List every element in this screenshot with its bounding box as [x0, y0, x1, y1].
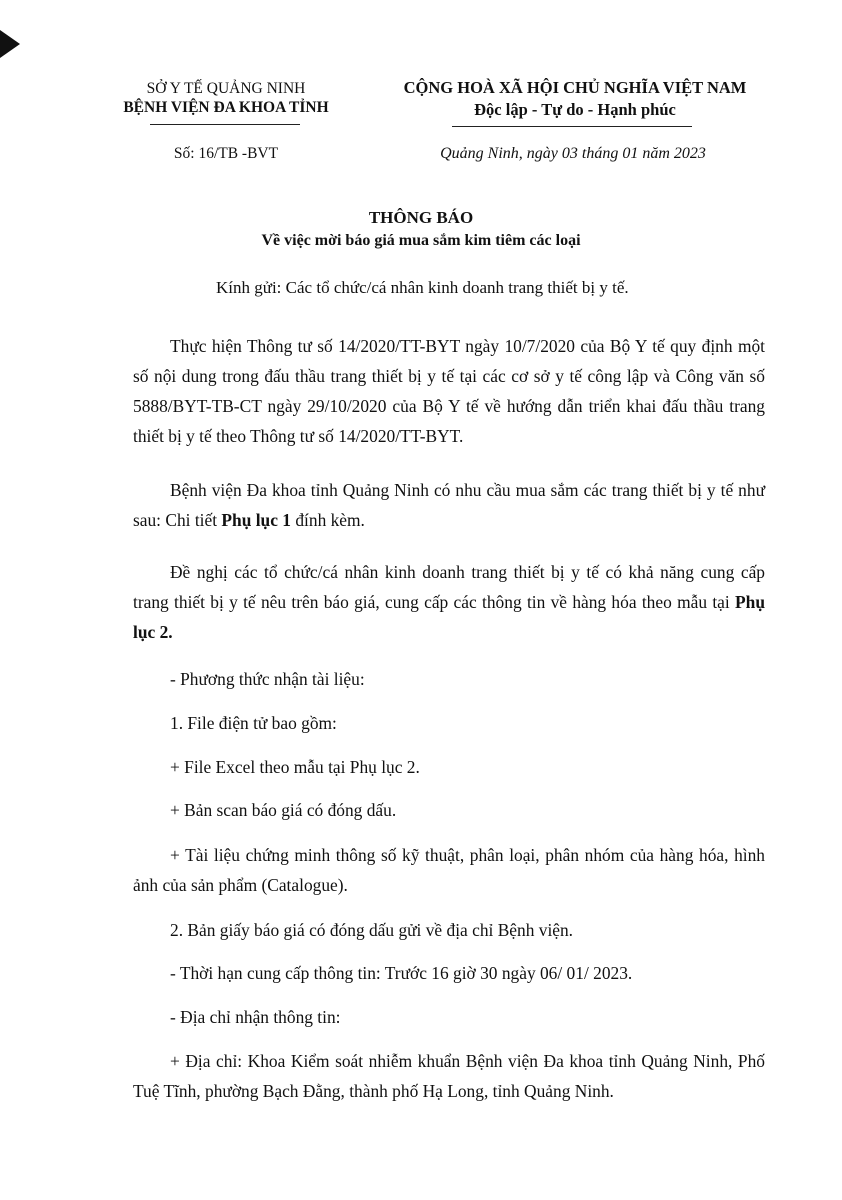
document-title: THÔNG BÁO: [368, 208, 474, 227]
hospital-name: BỆNH VIỆN ĐA KHOA TỈNH: [123, 99, 329, 116]
nation-heading: CỘNG HOÀ XÃ HỘI CHỦ NGHĨA VIỆT NAM: [403, 78, 747, 97]
line-address-heading: - Địa chỉ nhận thông tin:: [170, 1007, 341, 1027]
org-name: SỞ Y TẾ QUẢNG NINH: [146, 80, 306, 97]
p2-appendix-ref: Phụ lục 1: [221, 510, 291, 530]
line-deadline: - Thời hạn cung cấp thông tin: Trước 16 giờ 30 ngày 06/ 01/ 2023.: [170, 963, 633, 983]
motto: Độc lập - Tự do - Hạnh phúc: [474, 100, 676, 119]
line-scan-quote: + Bản scan báo giá có đóng dấu.: [170, 800, 397, 820]
line-paper-quote: 2. Bản giấy báo giá có đóng dấu gửi về địa chỉ Bệnh viện.: [170, 920, 574, 940]
p2-text: Bệnh viện Đa khoa tỉnh Quảng Ninh có nhu cầu mua sắm các trang thiết bị y tế như sau: Chi tiết: [133, 480, 765, 530]
line-excel-file: + File Excel theo mẫu tại Phụ lục 2.: [170, 757, 420, 777]
p3-text: Đề nghị các tổ chức/cá nhân kinh doanh trang thiết bị y tế có khả năng cung cấp trang thiết bị y tế nêu trên báo giá, cung cấp các thông tin về hàng hóa theo mẫu tại: [133, 562, 765, 612]
scan-corner-mark: [0, 30, 20, 58]
paragraph-address: + Địa chỉ: Khoa Kiểm soát nhiễm khuẩn Bệnh viện Đa khoa tỉnh Quảng Ninh, Phố Tuệ Tĩnh, phường Bạch Đằng, thành phố Hạ Long, tỉnh Quảng Ninh.: [133, 1051, 765, 1101]
recipient-line: Kính gửi: Các tổ chức/cá nhân kinh doanh trang thiết bị y tế.: [216, 278, 629, 297]
p2-tail: đính kèm.: [291, 510, 365, 530]
p3-appendix-ref: Phụ lục 2.: [133, 592, 765, 642]
document-subtitle: Về việc mời báo giá mua sắm kim tiêm các loại: [261, 232, 581, 249]
document-number: Số: 16/TB -BVT: [173, 145, 279, 162]
line-method-heading: - Phương thức nhận tài liệu:: [170, 669, 365, 689]
paragraph-procurement-need: [133, 475, 765, 535]
line-electronic-file: 1. File điện tử bao gồm:: [170, 713, 337, 733]
left-header-divider: [150, 124, 300, 125]
paragraph-request: [133, 557, 765, 647]
right-header-divider: [452, 126, 692, 127]
paragraph-technical-docs: + Tài liệu chứng minh thông số kỹ thuật, phân loại, phân nhóm của hàng hóa, hình ảnh của sản phẩm (Catalogue).: [133, 845, 765, 895]
paragraph-legal-basis: Thực hiện Thông tư số 14/2020/TT-BYT ngày 10/7/2020 của Bộ Y tế quy định một số nội dung trong đấu thầu trang thiết bị y tế tại các cơ sở y tế công lập và Công văn số 5888/BYT-TB-CT ngày 29/10/2020 của Bộ Y tế về hướng dẫn triển khai đấu thầu trang thiết bị y tế theo Thông tư số 14/2020/TT-BYT.: [133, 336, 765, 446]
place-date: Quảng Ninh, ngày 03 tháng 01 năm 2023: [440, 145, 706, 162]
